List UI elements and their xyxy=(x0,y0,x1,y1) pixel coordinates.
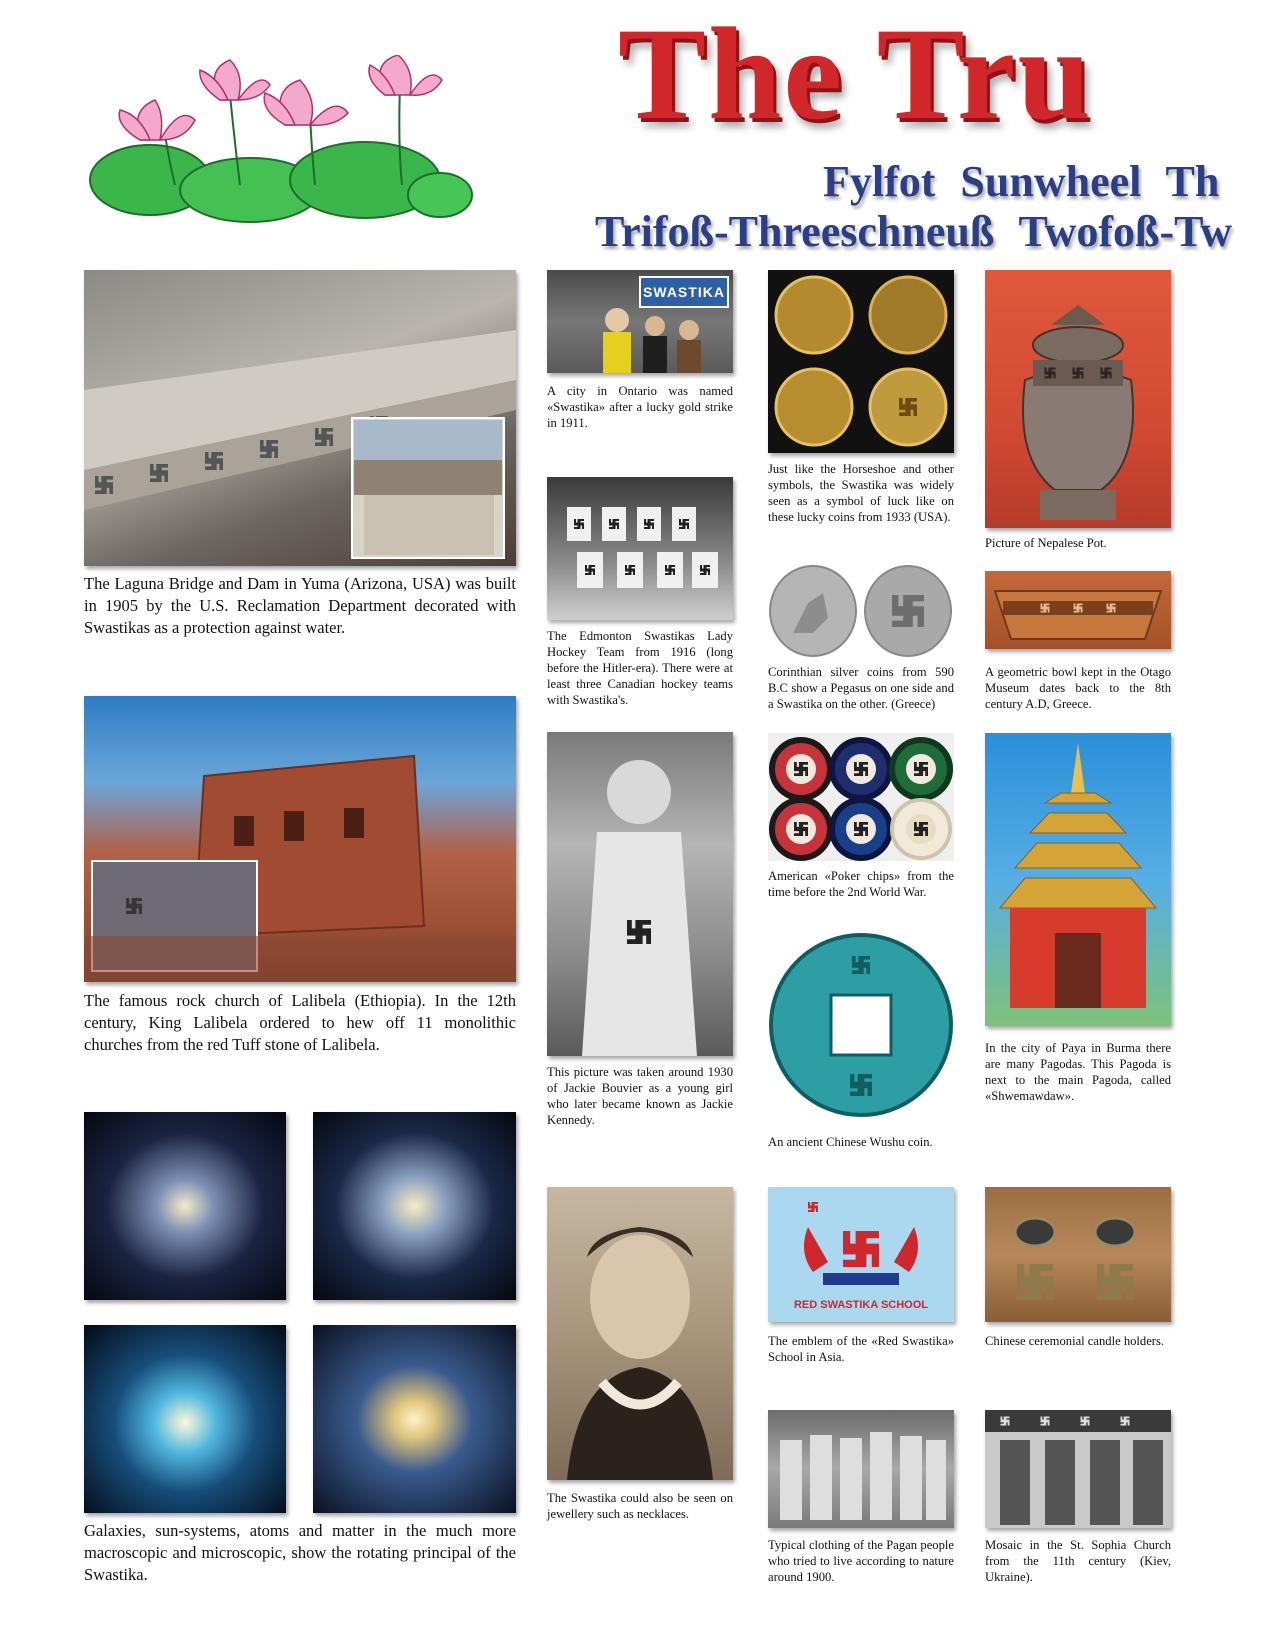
jackie-bouvier-photo xyxy=(547,732,733,1056)
nepalese-pot-photo xyxy=(985,270,1171,528)
pagan-clothing-photo xyxy=(768,1410,954,1528)
edmonton-hockey-team-photo xyxy=(547,477,733,620)
poker-caption: American «Poker chips» from the time before the 2nd World War. xyxy=(768,869,954,899)
candle-caption: Chinese ceremonial candle holders. xyxy=(985,1334,1165,1348)
wushu-coin-photo xyxy=(768,930,954,1120)
otago-bowl-photo xyxy=(985,571,1171,649)
poker-chips-photo xyxy=(768,733,954,861)
coins-1933-caption: Just like the Horseshoe and other symbols, the Swastika was widely seen as a symbol of luck like on these lucky coins from 1933 (USA). xyxy=(768,462,954,524)
swastika-road-sign: SWASTIKA xyxy=(639,276,729,308)
galaxy-photo-2 xyxy=(313,1112,516,1300)
jewellery-caption: The Swastika could also be seen on jewellery such as necklaces. xyxy=(547,1491,733,1521)
pagan-caption: Typical clothing of the Pagan people who tried to live according to nature around 1900. xyxy=(768,1538,954,1584)
page-title: The Tru xyxy=(618,0,1093,147)
otago-caption: A geometric bowl kept in the Otago Museum dates back to the 8th century A.D, Greece. xyxy=(985,665,1171,711)
paya-caption: In the city of Paya in Burma there are many Pagodas. This Pagoda is next to the main Pagoda, called «Shwemawdaw». xyxy=(985,1041,1171,1103)
page-subtitle-line1: Fylfot Sunwheel Th xyxy=(823,157,1220,206)
st-sophia-mosaic-photo xyxy=(985,1410,1171,1528)
swastika-town-photo xyxy=(547,270,733,373)
corinthian-caption: Corinthian silver coins from 590 B.C show a Pegasus on one side and a Swastika on the other. (Greece) xyxy=(768,665,954,711)
laguna-bridge-photo xyxy=(84,270,516,566)
edmonton-caption: The Edmonton Swastikas Lady Hockey Team from 1916 (long before the Hitler-era). There were at least three Canadian hockey teams with Swastika's. xyxy=(547,629,733,707)
lucky-coins-1933-photo xyxy=(768,270,954,453)
wushu-caption: An ancient Chinese Wushu coin. xyxy=(768,1135,933,1149)
burma-pagoda-photo xyxy=(985,733,1171,1026)
jackie-caption: This picture was taken around 1930 of Jackie Bouvier as a young girl who later became known as Jackie Kennedy. xyxy=(547,1065,733,1127)
lalibela-caption: The famous rock church of Lalibela (Ethiopia). In the 12th century, King Lalibela ordered to hew off 11 monolithic churches from the red Tuff stone of Lalibela. xyxy=(84,991,516,1054)
galaxy-photo-4 xyxy=(313,1325,516,1513)
red-school-sign-text: RED SWASTIKA SCHOOL xyxy=(793,1299,929,1311)
lotus-illustration xyxy=(80,55,475,225)
laguna-caption: The Laguna Bridge and Dam in Yuma (Arizona, USA) was built in 1905 by the U.S. Reclamation Department decorated with Swastikas as a protection against water. xyxy=(84,574,516,637)
page-subtitle-line2: Trifoß-Threeschneuß Twofoß-Tw xyxy=(595,207,1232,256)
red-school-caption: The emblem of the «Red Swastika» School in Asia. xyxy=(768,1334,954,1364)
lalibela-church-photo xyxy=(84,696,516,982)
corinthian-coins-photo xyxy=(768,563,954,658)
ontario-caption: A city in Ontario was named «Swastika» after a lucky gold strike in 1911. xyxy=(547,384,733,430)
red-swastika-school-emblem xyxy=(768,1187,954,1322)
candle-holders-photo xyxy=(985,1187,1171,1322)
woman-necklace-photo xyxy=(547,1187,733,1480)
galaxies-caption: Galaxies, sun-systems, atoms and matter in the much more macroscopic and microscopic, show the rotating principal of the Swastika. xyxy=(84,1521,516,1584)
galaxy-photo-1 xyxy=(84,1112,286,1300)
mosaic-caption: Mosaic in the St. Sophia Church from the 11th century (Kiev, Ukraine). xyxy=(985,1538,1171,1584)
galaxy-photo-3 xyxy=(84,1325,286,1513)
nepalese-caption: Picture of Nepalese Pot. xyxy=(985,536,1107,550)
